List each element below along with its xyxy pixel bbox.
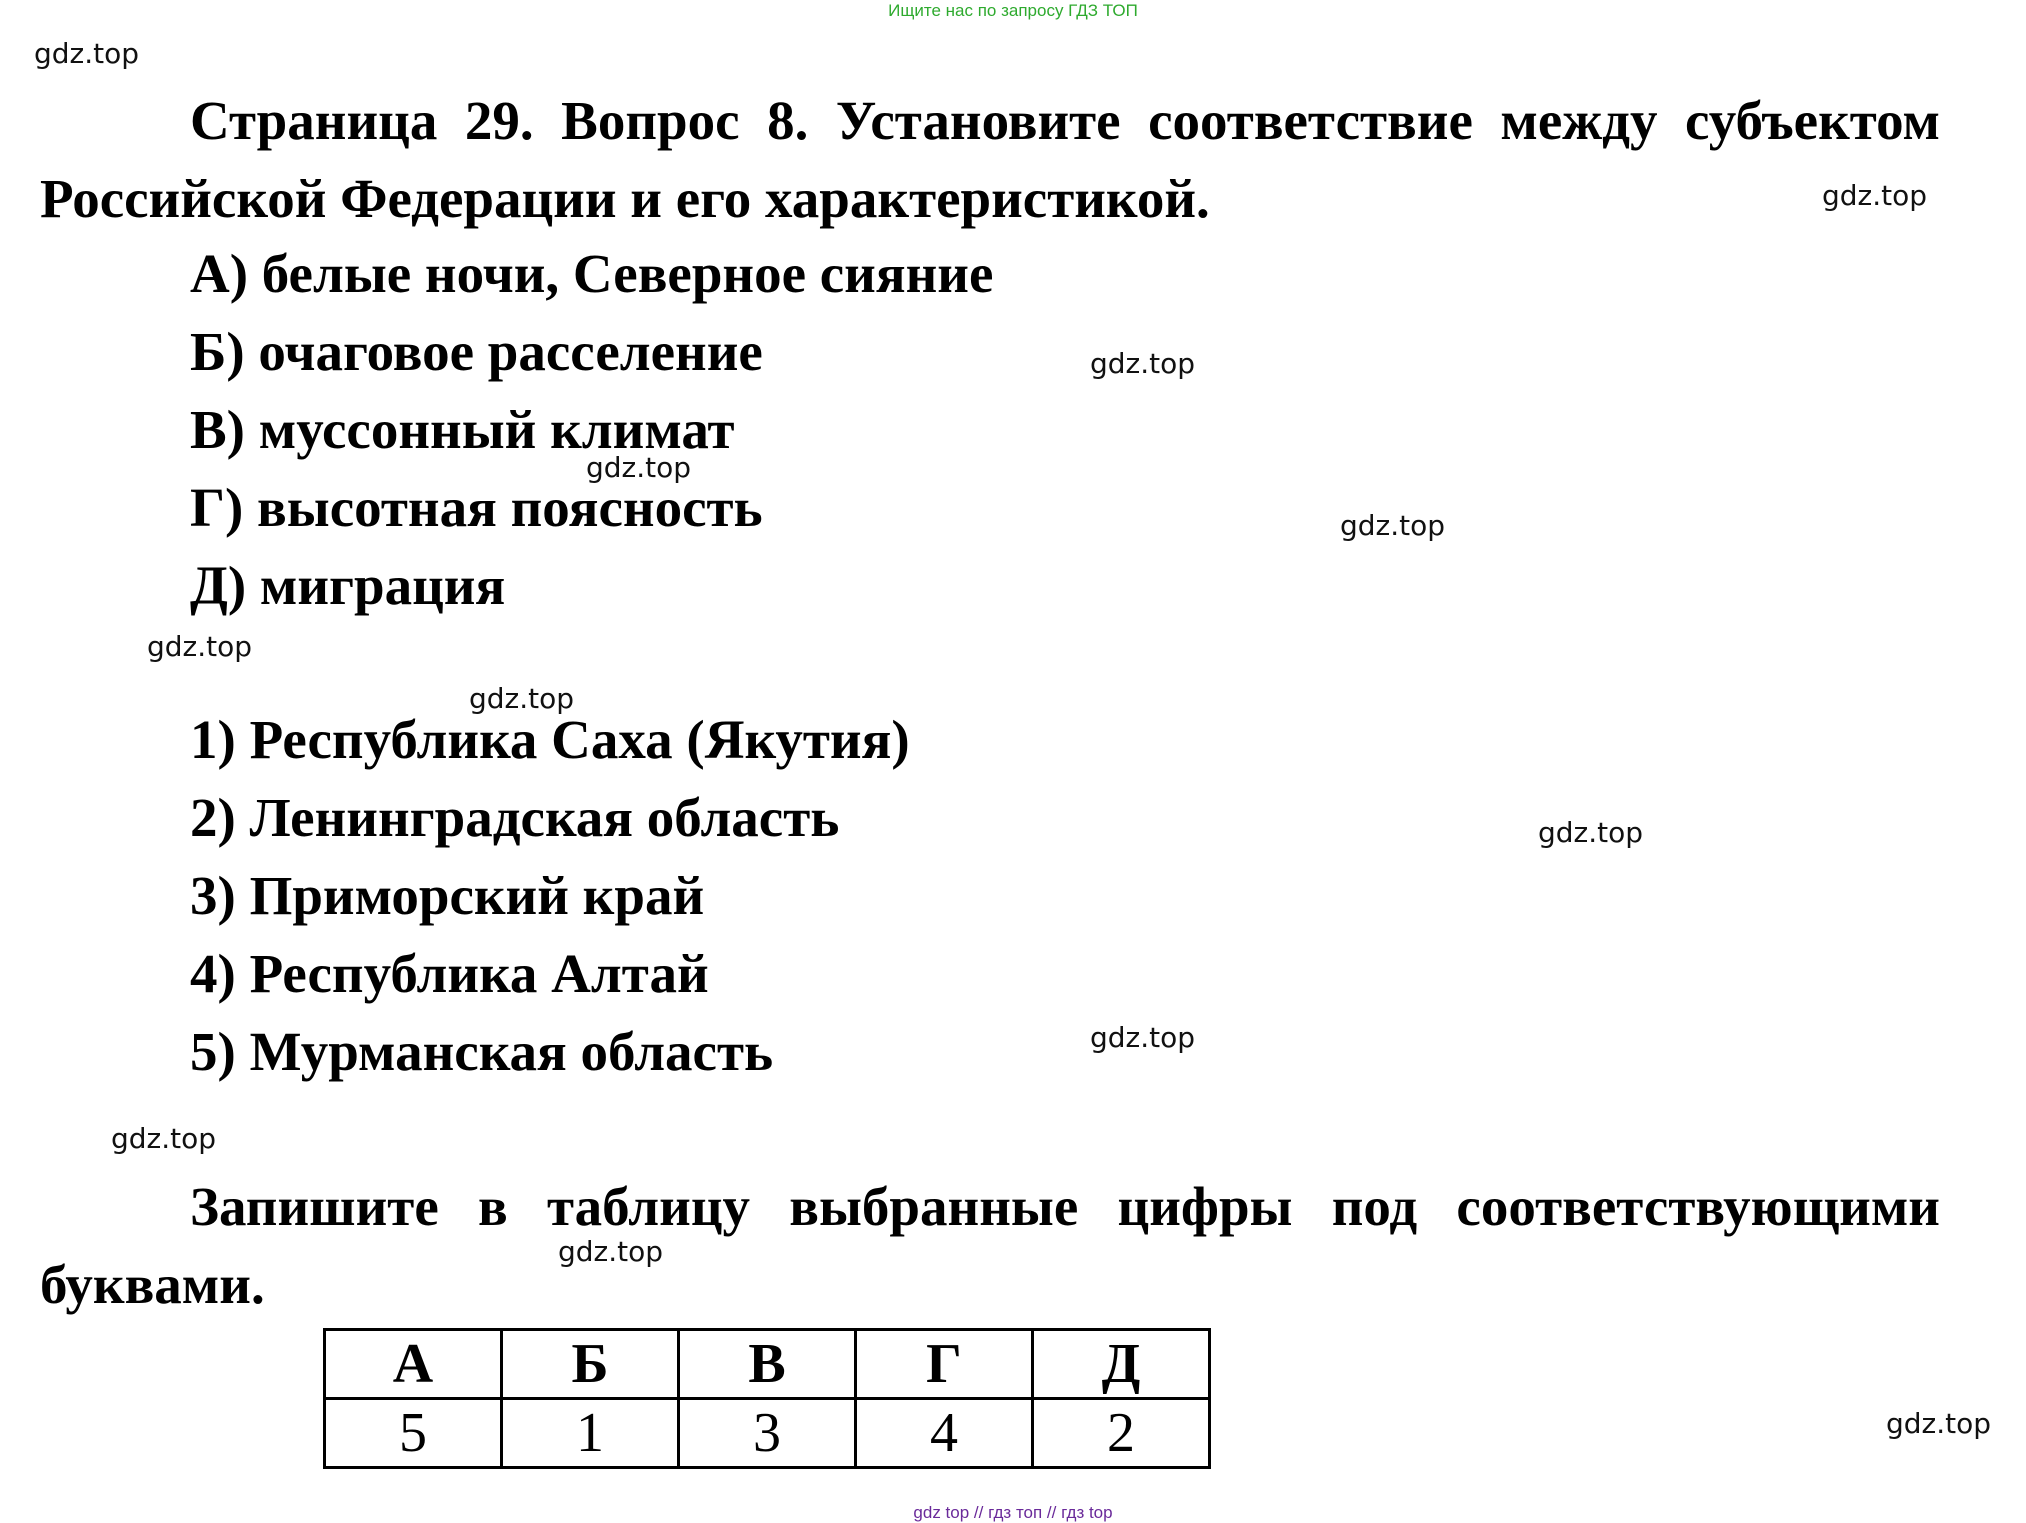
answer-table <box>323 1328 1211 1469</box>
subject-item: 1) Республика Саха (Якутия) <box>190 709 910 770</box>
watermark: gdz.top <box>586 451 692 484</box>
answer-digit-cell: 1 <box>502 1399 679 1468</box>
characteristic-item: Д) миграция <box>190 555 506 616</box>
question-instruction: Запишите в таблицу выбранные цифры под соответствующими буквами. <box>40 1176 1940 1315</box>
watermark: gdz.top <box>558 1235 664 1268</box>
watermark: gdz.top <box>1090 347 1196 380</box>
subject-item: 5) Мурманская область <box>190 1021 774 1082</box>
watermark: gdz.top <box>1822 179 1928 212</box>
answer-digits-row <box>325 1399 1210 1468</box>
subject-item: 3) Приморский край <box>190 865 705 926</box>
characteristic-item: Г) высотная поясность <box>190 477 763 538</box>
answer-digit-cell: 3 <box>679 1399 856 1468</box>
watermark: gdz.top <box>1886 1407 1992 1440</box>
answer-letters-row <box>325 1330 1210 1399</box>
watermark: gdz.top <box>1090 1021 1196 1054</box>
answer-digit-cell: 2 <box>1033 1399 1210 1468</box>
footer-links[interactable]: gdz top // гдз топ // гдз top <box>913 1503 1113 1522</box>
answer-letter-cell: Г <box>856 1330 1033 1399</box>
answer-letter-cell: В <box>679 1330 856 1399</box>
answer-letter-cell: Д <box>1033 1330 1210 1399</box>
watermark: gdz.top <box>34 37 140 70</box>
watermark: gdz.top <box>1538 816 1644 849</box>
watermark: gdz.top <box>111 1122 217 1155</box>
characteristic-item: В) муссонный климат <box>190 399 735 460</box>
answer-letter-cell: А <box>325 1330 502 1399</box>
characteristic-item: Б) очаговое расселение <box>190 321 763 382</box>
watermark: gdz.top <box>147 630 253 663</box>
answer-digit-cell: 5 <box>325 1399 502 1468</box>
top-banner-link[interactable]: Ищите нас по запросу ГДЗ ТОП <box>888 1 1138 20</box>
answer-letter-cell: Б <box>502 1330 679 1399</box>
watermark: gdz.top <box>1340 509 1446 542</box>
characteristic-item: А) белые ночи, Северное сияние <box>190 243 994 304</box>
subject-item: 4) Республика Алтай <box>190 943 709 1004</box>
question-heading: Страница 29. Вопрос 8. Установите соответствие между субъектом Российской Федерации и его характеристикой. <box>40 90 1940 229</box>
subject-item: 2) Ленинградская область <box>190 787 840 848</box>
answer-digit-cell: 4 <box>856 1399 1033 1468</box>
watermark: gdz.top <box>469 682 575 715</box>
